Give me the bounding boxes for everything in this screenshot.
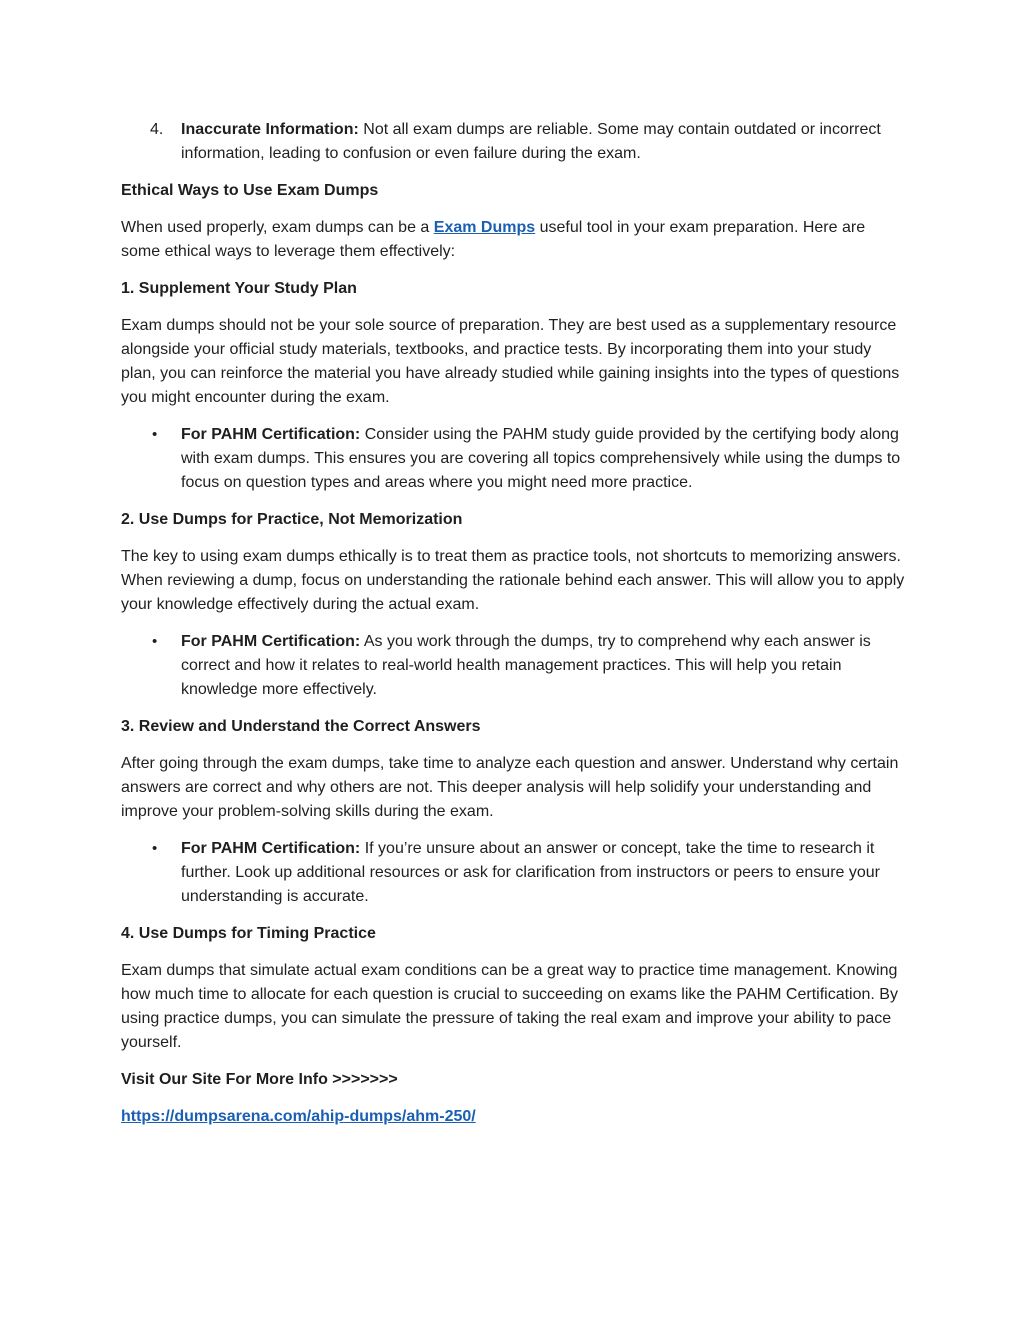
list-number: 4. bbox=[150, 121, 164, 138]
bullet-icon: • bbox=[152, 633, 158, 650]
list-item-text: Not all exam dumps are reliable. Some may contain outdated or incorrect information, leading to confusion or even failure during the exam. bbox=[181, 121, 881, 162]
bullet-icon: • bbox=[152, 426, 158, 443]
bullet-icon: • bbox=[152, 840, 158, 857]
visit-site-text: Visit Our Site For More Info >>>>>>> bbox=[121, 1071, 398, 1088]
section-body-2: The key to using exam dumps ethically is to treat them as practice tools, not shortcuts to memorizing answers. When reviewing a dump, focus on understanding the rationale behind each answer. This will allow you to apply your knowledge effectively during the actual exam. bbox=[121, 548, 905, 613]
section-heading-1: 1. Supplement Your Study Plan bbox=[121, 280, 357, 297]
section-body-1: Exam dumps should not be your sole source of preparation. They are best used as a supplementary resource alongside your official study materials, textbooks, and practice tests. By incorporating them into your study plan, you can reinforce the material you have already studied while gaining insights into the types of questions you might encounter during the exam. bbox=[121, 317, 900, 406]
url-paragraph bbox=[121, 1105, 906, 1129]
list-item-title: Inaccurate Information: bbox=[181, 121, 359, 138]
intro-text-before: When used properly, exam dumps can be a bbox=[121, 219, 434, 236]
bullet-title: For PAHM Certification: bbox=[181, 426, 361, 443]
section-heading-2: 2. Use Dumps for Practice, Not Memorization bbox=[121, 511, 463, 528]
site-url-link[interactable]: https://dumpsarena.com/ahip-dumps/ahm-250/ bbox=[121, 1108, 476, 1125]
bullet-item-1 bbox=[121, 423, 906, 495]
bullet-text: If you’re unsure about an answer or concept, take the time to research it further. Look up additional resources or ask for clarification from instructors or peers to ensure your understanding is accurate. bbox=[181, 840, 880, 905]
bullet-item-3 bbox=[121, 837, 906, 909]
section-heading-3: 3. Review and Understand the Correct Answers bbox=[121, 718, 481, 735]
bullet-title: For PAHM Certification: bbox=[181, 840, 361, 857]
exam-dumps-link[interactable]: Exam Dumps bbox=[433, 219, 536, 236]
bullet-text: As you work through the dumps, try to comprehend why each answer is correct and how it relates to real-world health management practices. This will help you retain knowledge more effectively. bbox=[181, 633, 871, 698]
bullet-text: Consider using the PAHM study guide provided by the certifying body along with exam dumps. This ensures you are covering all topics comprehensively while using the dumps to focus on question types and areas where you might need more practice. bbox=[181, 426, 901, 491]
bullet-item-2 bbox=[121, 630, 906, 702]
bullet-title: For PAHM Certification: bbox=[181, 633, 361, 650]
document-page bbox=[121, 118, 906, 1142]
list-item-inaccurate-information bbox=[121, 118, 906, 166]
section-heading-4: 4. Use Dumps for Timing Practice bbox=[121, 925, 376, 942]
section-heading-ethical: Ethical Ways to Use Exam Dumps bbox=[121, 182, 379, 199]
section-body-3: After going through the exam dumps, take time to analyze each question and answer. Understand why certain answers are correct and why others are not. This deeper analysis will help solidify your understanding and improve your problem-solving skills during the exam. bbox=[121, 755, 899, 820]
intro-paragraph bbox=[121, 216, 906, 264]
section-body-4: Exam dumps that simulate actual exam conditions can be a great way to practice time management. Knowing how much time to allocate for each question is crucial to succeeding on exams like the PAHM Certification. By using practice dumps, you can simulate the pressure of taking the real exam and improve your ability to pace yourself. bbox=[121, 962, 898, 1051]
intro-text-after: useful tool in your exam preparation. Here are some ethical ways to leverage them effectively: bbox=[121, 219, 866, 260]
